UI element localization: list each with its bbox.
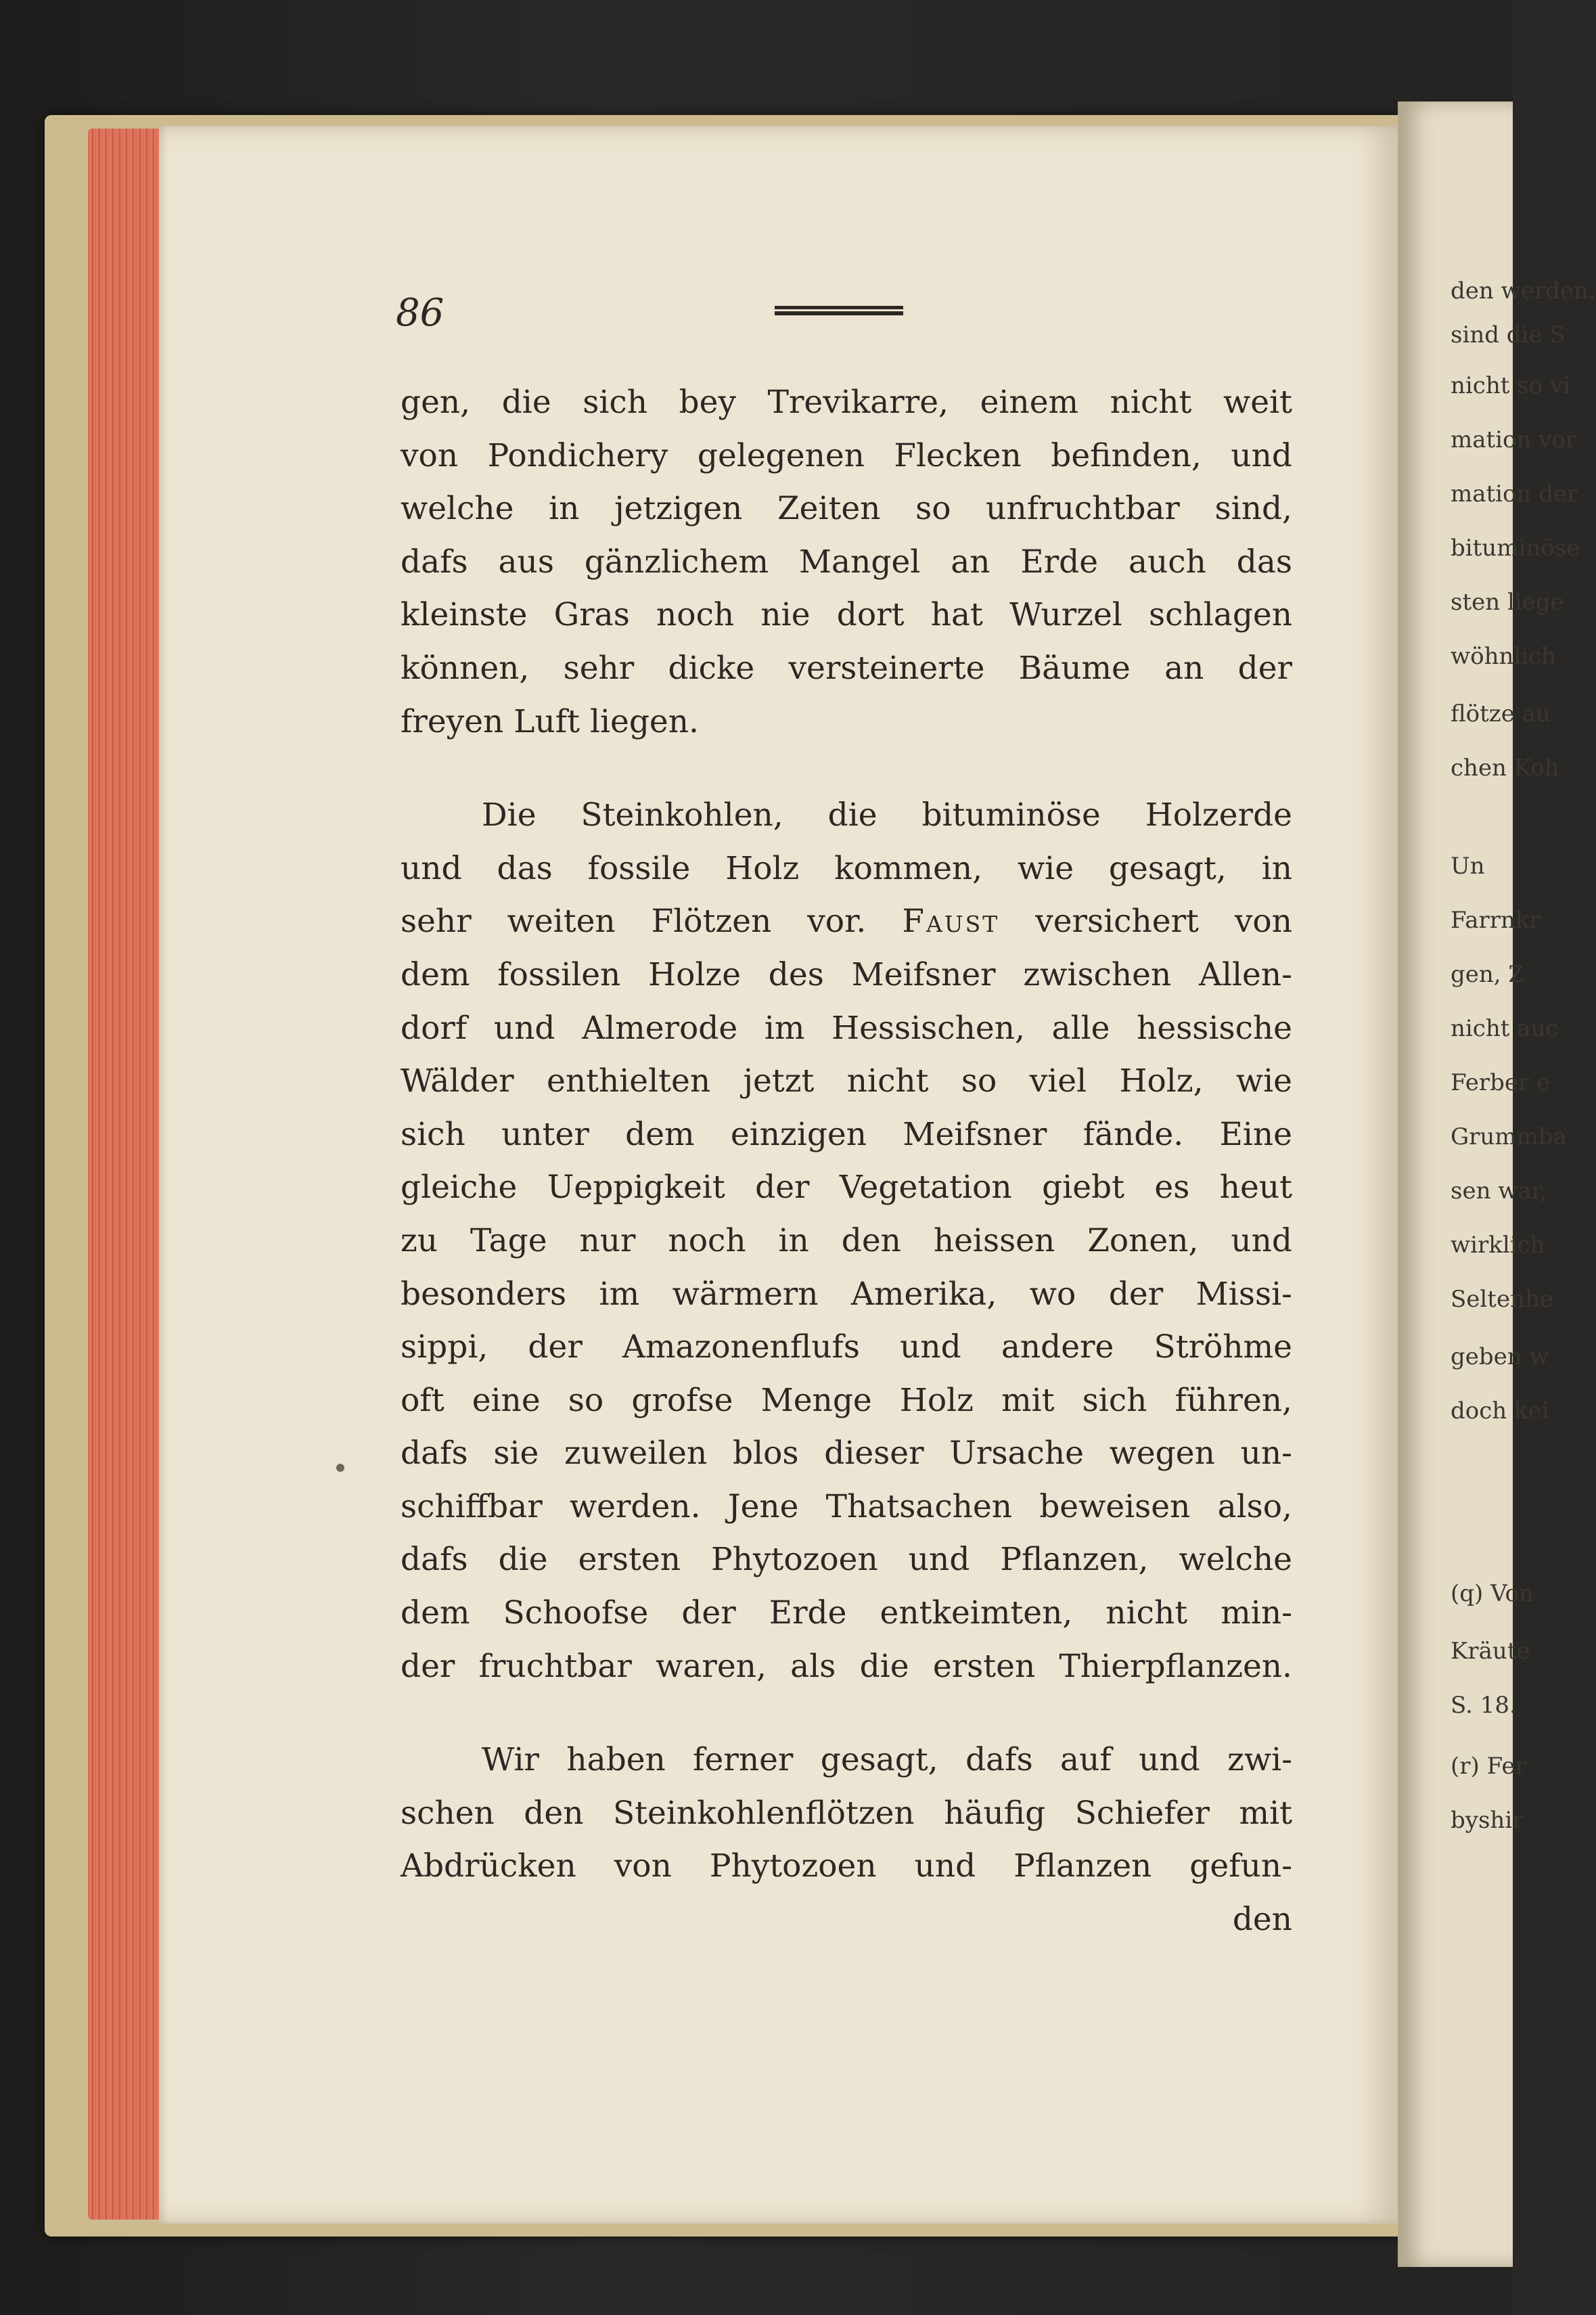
facing-page-fragment: flötze au bbox=[1451, 700, 1551, 727]
facing-page-fragment: (q) Von bbox=[1451, 1580, 1534, 1607]
facing-page-fragment: byshir bbox=[1451, 1807, 1524, 1834]
text-line: von Pondichery gelegenen Flecken befinden, und bbox=[401, 436, 1292, 474]
facing-page-fragment: nicht auc bbox=[1451, 1015, 1559, 1042]
author-name: Faust bbox=[902, 903, 1000, 941]
facing-page-fragment: doch kei bbox=[1451, 1397, 1549, 1424]
text-line: kleinste Gras noch nie dort hat Wurzel schlagen bbox=[401, 596, 1292, 634]
text-line: welche in jetzigen Zeiten so unfruchtbar sind, bbox=[401, 490, 1292, 528]
text-line: Wälder enthielten jetzt nicht so viel Holz, wie bbox=[401, 1062, 1292, 1100]
text-line: Abdrücken von Phytozoen und Pflanzen gefun- bbox=[401, 1847, 1292, 1885]
text-line: sippi, der Amazonenflufs und andere Ströhme bbox=[401, 1328, 1292, 1366]
header-rule bbox=[775, 306, 903, 315]
text-line: gen, die sich bey Trevikarre, einem nicht weit bbox=[401, 384, 1292, 421]
text-line: Die Steinkohlen, die bituminöse Holzerde bbox=[482, 796, 1292, 834]
text-line: zu Tage nur noch in den heissen Zonen, und bbox=[401, 1221, 1292, 1259]
text-line: dem Schoofse der Erde entkeimten, nicht min- bbox=[401, 1594, 1292, 1632]
facing-page-fragment: geben w bbox=[1451, 1343, 1549, 1370]
text-line: sehr weiten Flötzen vor. Faust versichert von bbox=[401, 903, 1292, 941]
text-line: der fruchtbar waren, als die ersten Thierpflanzen. bbox=[401, 1647, 1292, 1685]
facing-page bbox=[1398, 102, 1596, 2267]
text-line: freyen Luft liegen. bbox=[401, 702, 699, 740]
page-edges-red bbox=[88, 129, 166, 2220]
facing-page-fragment: gen, Z bbox=[1451, 961, 1525, 988]
facing-page-fragment: Seltenhe bbox=[1451, 1286, 1553, 1313]
facing-page-fragment: bituminöse bbox=[1451, 535, 1580, 562]
facing-page-fragment: Ferber e bbox=[1451, 1069, 1551, 1096]
page-number: 86 bbox=[396, 291, 444, 335]
facing-page-fragment: S. 18. bbox=[1451, 1692, 1517, 1719]
facing-page-fragment: Grummba bbox=[1451, 1123, 1567, 1150]
text-line: oft eine so grofse Menge Holz mit sich führen, bbox=[401, 1381, 1292, 1419]
ink-speck bbox=[336, 1464, 344, 1472]
facing-page-fragment: sten liege bbox=[1451, 589, 1564, 616]
paragraph-2 bbox=[401, 789, 1292, 1693]
text-line: dafs sie zuweilen blos dieser Ursache wegen un- bbox=[401, 1435, 1292, 1473]
text-line: und das fossile Holz kommen, wie gesagt, in bbox=[401, 849, 1292, 887]
body-text bbox=[401, 376, 1292, 1947]
facing-page-fragment: (r) Fer bbox=[1451, 1753, 1526, 1780]
text-line: schen den Steinkohlenflötzen häufig Schiefer mit bbox=[401, 1794, 1292, 1832]
facing-page-fragment: den werden. bbox=[1451, 277, 1596, 305]
text-line: schiffbar werden. Jene Thatsachen beweisen also, bbox=[401, 1487, 1292, 1525]
paragraph-1 bbox=[401, 376, 1292, 748]
facing-page-fragment: mation der bbox=[1451, 480, 1578, 508]
text-line: dafs die ersten Phytozoen und Pflanzen, welche bbox=[401, 1541, 1292, 1579]
text-line: gleiche Ueppigkeit der Vegetation giebt es heut bbox=[401, 1169, 1292, 1207]
facing-page-fragment: mation vor bbox=[1451, 426, 1577, 453]
text-line: können, sehr dicke versteinerte Bäume an der bbox=[401, 649, 1292, 687]
text-line: dafs aus gänzlichem Mangel an Erde auch das bbox=[401, 543, 1292, 581]
facing-page-fragment: chen Koh bbox=[1451, 755, 1559, 782]
facing-page-fragment: wöhnlich bbox=[1451, 643, 1557, 670]
catchword: den bbox=[1232, 1901, 1292, 1939]
facing-page-fragment: Un bbox=[1451, 853, 1485, 880]
facing-page-fragment: Kräute bbox=[1451, 1638, 1530, 1665]
facing-page-fragment: nicht so vi bbox=[1451, 372, 1570, 399]
text-line: dem fossilen Holze des Meifsner zwischen Allen- bbox=[401, 956, 1292, 993]
text-line: sich unter dem einzigen Meifsner fände. Eine bbox=[401, 1115, 1292, 1153]
facing-page-fragment: wirklich bbox=[1451, 1232, 1545, 1259]
facing-page-fragment: Farrnkr bbox=[1451, 907, 1541, 934]
paragraph-3 bbox=[401, 1734, 1292, 1946]
text-line: besonders im wärmern Amerika, wo der Missi- bbox=[401, 1275, 1292, 1313]
text-line: dorf und Almerode im Hessischen, alle hessische bbox=[401, 1009, 1292, 1047]
facing-page-fragment: sind die S bbox=[1451, 321, 1566, 349]
text-line: Wir haben ferner gesagt, dafs auf und zwi- bbox=[482, 1741, 1292, 1779]
facing-page-fragment: sen war, bbox=[1451, 1177, 1547, 1205]
